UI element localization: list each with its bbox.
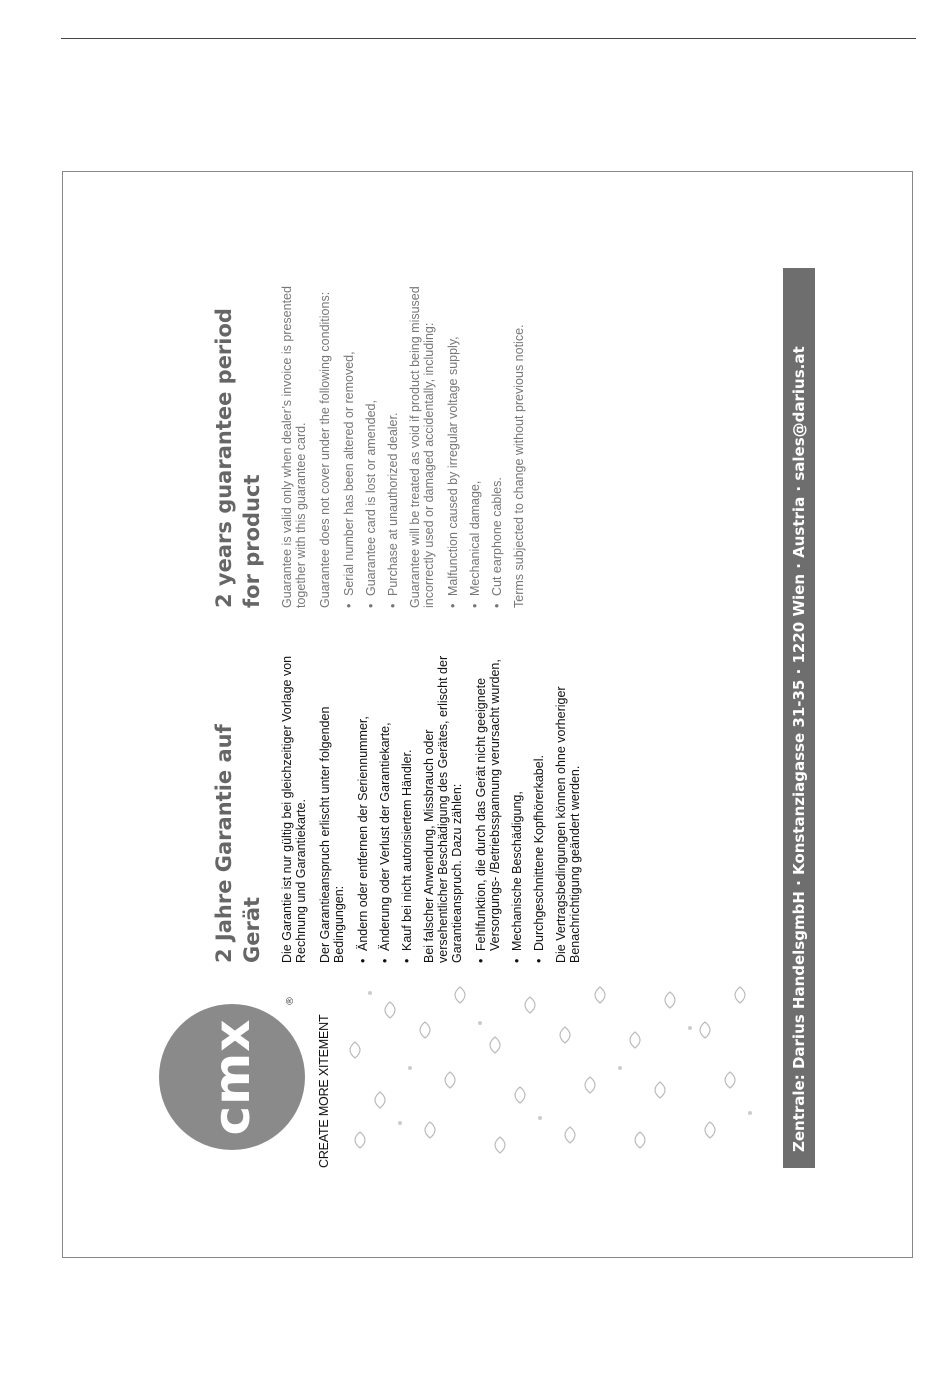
list-item: • Serial number has been altered or removed,	[342, 278, 356, 608]
list-item: • Mechanical damage,	[468, 278, 482, 608]
list-item: • Mechanische Beschädigung,	[510, 653, 524, 963]
english-column	[210, 278, 536, 608]
list-item: • Durchgeschnittene Kopfhörerkabel.	[532, 653, 546, 963]
german-intro: Die Garantie ist nur gültig bei gleichzeitiger Vorlage von Rechnung und Garantiekarte.	[280, 655, 308, 963]
german-misuse-list	[474, 653, 546, 963]
cmx-logo	[159, 1004, 305, 1150]
german-heading: 2 Jahre Garantie auf Gerät	[212, 724, 264, 963]
top-rule	[61, 38, 916, 39]
decorative-pattern	[340, 978, 770, 1168]
english-heading: 2 years guarantee period for product	[212, 308, 264, 608]
list-item: • Änderung oder Verlust der Garantiekarte,	[378, 653, 392, 963]
guarantee-card	[155, 268, 815, 1168]
logo-column	[155, 988, 815, 1168]
registered-mark: ®	[285, 996, 296, 1006]
list-item: • Guarantee card is lost or amended,	[364, 278, 378, 608]
german-misuse: Bei falscher Anwendung, Missbrauch oder versehentlicher Beschädigung des Gerätes, erlischt der Garantieanspruch. Dazu zählen:	[422, 655, 464, 963]
german-conditions-intro: Der Garantieanspruch erlischt unter folgenden Bedingungen:	[318, 706, 346, 963]
list-item: • Cut earphone cables.	[490, 278, 504, 608]
english-misuse-list	[446, 278, 504, 608]
logo-text: cmx	[203, 1018, 261, 1136]
english-conditions-list	[342, 278, 400, 608]
list-item: • Fehlfunktion, die durch das Gerät nicht geeignete Versorgungs- /Betriebsspannung verursacht wurden,	[474, 653, 502, 963]
english-terms: Terms subjected to change without previous notice.	[512, 324, 526, 608]
english-misuse: Guarantee will be treated as void if product being misused incorrectly used or damaged accidentally, including:	[408, 286, 436, 608]
list-item: • Kauf bei nicht autorisiertem Händler.	[400, 653, 414, 963]
list-item: • Malfunction caused by irregular voltage supply,	[446, 278, 460, 608]
list-item: • Ändern oder entfernen der Seriennummer,	[356, 653, 370, 963]
footer-bar: Zentrale: Darius HandelsgmbH · Konstanziagasse 31-35 · 1220 Wien · Austria · sales@darius.at	[783, 268, 815, 1168]
german-conditions-list	[356, 653, 414, 963]
list-item: • Purchase at unauthorized dealer.	[386, 278, 400, 608]
english-conditions-intro: Guarantee does not cover under the following conditions:	[318, 291, 332, 608]
german-terms: Die Vertragsbedingungen können ohne vorheriger Benachrichtigung geändert werden.	[554, 686, 582, 963]
german-column	[210, 653, 592, 963]
english-intro: Guarantee is valid only when dealer’s invoice is presented together with this guarantee card.	[280, 286, 308, 608]
slogan: CREATE MORE XITEMENT	[317, 1014, 331, 1168]
